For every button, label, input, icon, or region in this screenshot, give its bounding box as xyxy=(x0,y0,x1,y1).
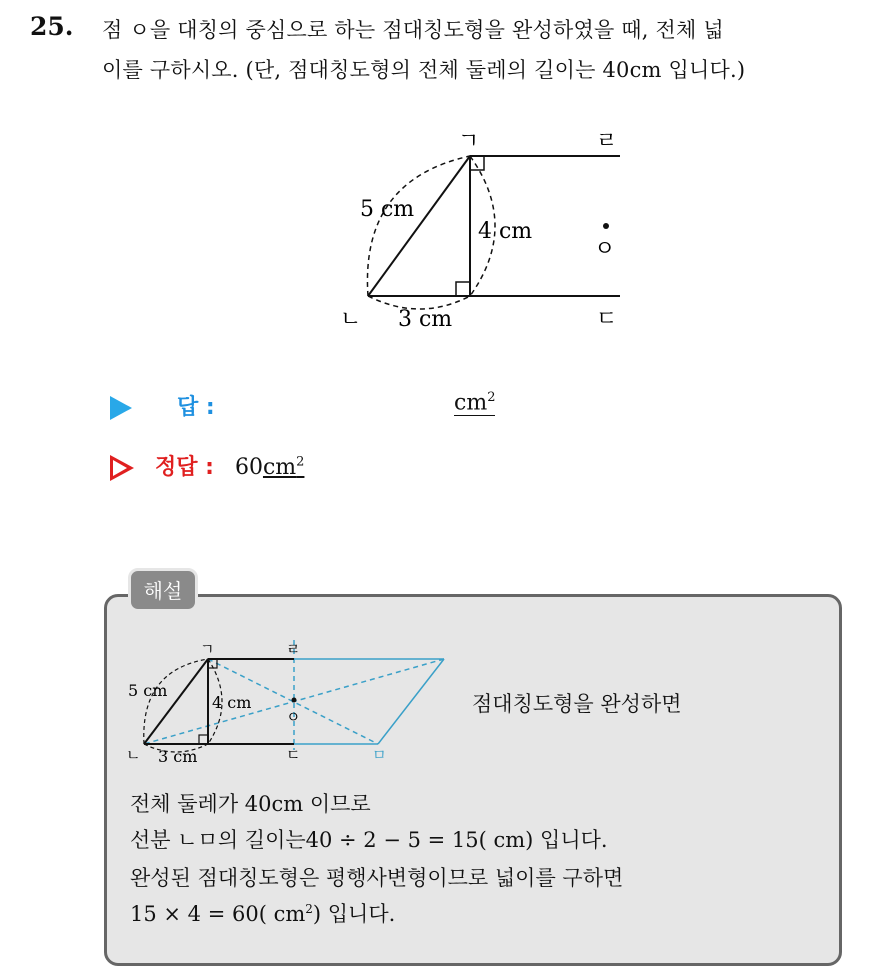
question-text-line2: 이를 구하시오. (단, 점대칭도형의 전체 둘레의 길이는 40cm 입니다.) xyxy=(102,58,746,82)
solution-line3: 완성된 점대칭도형은 평행사변형이므로 넓이를 구하면 xyxy=(130,866,624,890)
sol-label-d: ㄷ xyxy=(286,746,301,764)
label-g: ㄱ xyxy=(458,129,480,154)
answer-unit: $cm^2$ xyxy=(454,386,495,416)
correct-answer-label: 정답 : xyxy=(155,455,214,480)
label-d: ㄷ xyxy=(596,307,618,332)
sol-label-m: ㅁ xyxy=(372,746,387,764)
solution-caption: 점대칭도형을 완성하면 xyxy=(472,692,682,716)
solution-line1: 전체 둘레가 40cm 이므로 xyxy=(130,792,371,816)
sol-label-n: ㄴ xyxy=(126,746,141,764)
correct-answer-value: 60 xyxy=(234,455,263,480)
solution-line2: 선분 ㄴㅁ의 길이는40 ÷ 2 − 5 = 15( cm) 입니다. xyxy=(130,828,608,852)
sol-length-5cm: 5 cm xyxy=(128,681,168,700)
sol-hypotenuse-line xyxy=(144,659,208,744)
length-3cm: 3 cm xyxy=(398,307,453,332)
label-r: ㄹ xyxy=(596,129,618,154)
sol-center-dot xyxy=(292,698,297,703)
question-number: 25. xyxy=(30,12,74,41)
label-n: ㄴ xyxy=(340,307,362,332)
sol-side-m xyxy=(378,659,444,744)
length-5cm: 5 cm xyxy=(360,197,415,222)
solution-tab: 해설 xyxy=(128,568,198,612)
sol-length-4cm: 4 cm xyxy=(212,693,252,712)
sol-label-r: ㄹ xyxy=(286,640,301,658)
sol-length-3cm: 3 cm xyxy=(158,747,198,766)
sol-label-o: ㅇ xyxy=(286,708,301,726)
answer-label: 답 : xyxy=(177,395,215,420)
solution-line4: 15 × 4 = 60( $cm^2$) 입니다. xyxy=(130,902,396,926)
question-text-line1: 점 ㅇ을 대칭의 중심으로 하는 점대칭도형을 완성하였을 때, 전체 넓 xyxy=(102,18,724,42)
sol-right-angle-bottom xyxy=(199,735,208,744)
correct-answer-unit: $cm^2$ xyxy=(262,454,305,480)
sol-label-g: ㄱ xyxy=(200,640,215,658)
label-o: ㅇ xyxy=(594,237,616,262)
length-4cm: 4 cm xyxy=(478,219,533,244)
